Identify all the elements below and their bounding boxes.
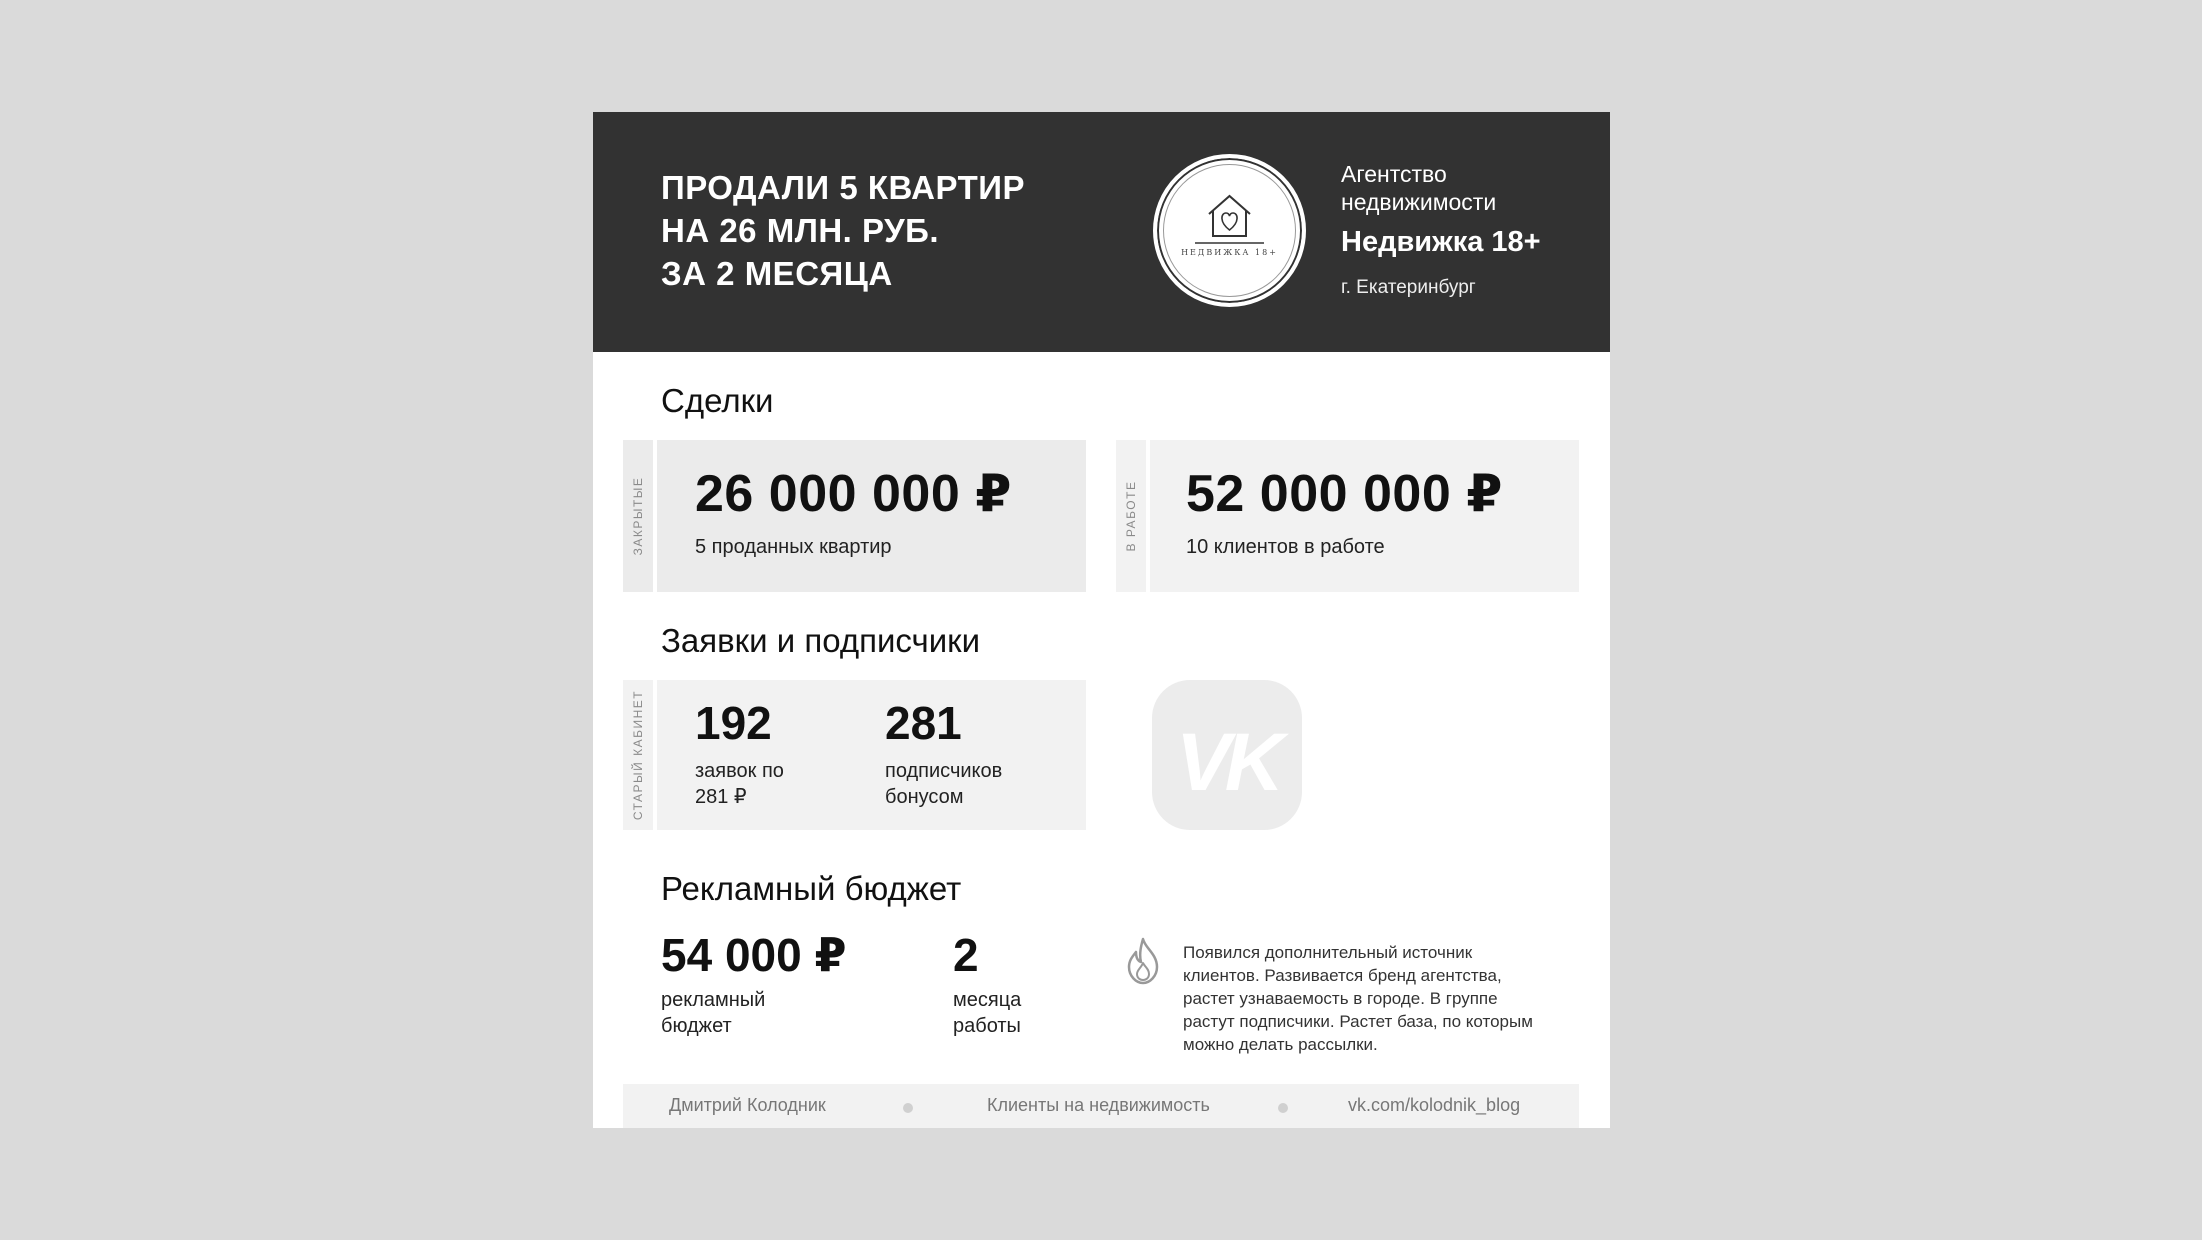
closed-tab-label: ЗАКРЫТЫЕ [631, 476, 645, 556]
subscribers-value: 281 [885, 697, 962, 749]
budget-title: Рекламный бюджет [661, 870, 962, 907]
footer-separator-dot [903, 1103, 913, 1113]
requests-caption-line: заявок по [695, 760, 784, 782]
headline-line: НА 26 МЛН. РУБ. [661, 212, 940, 249]
vk-logo-text: VK [1176, 717, 1278, 808]
house-heart-icon [1157, 158, 1302, 303]
agency-logo [1153, 154, 1306, 307]
closed-deals-box [657, 440, 1086, 592]
in-work-tab-label: В РАБОТЕ [1124, 480, 1138, 552]
leads-title: Заявки и подписчики [661, 622, 981, 659]
old-cabinet-tab [623, 680, 653, 830]
agency-type: Агентство недвижимости [1341, 161, 1497, 215]
footer-topic: Клиенты на недвижимость [987, 1095, 1210, 1115]
subscribers-caption-line: подписчиков [885, 760, 1003, 782]
in-work-tab [1116, 440, 1146, 592]
months-caption [953, 987, 1021, 1039]
months-caption-line: работы [953, 1015, 1021, 1037]
requests-value: 192 [695, 697, 772, 749]
deals-title: Сделки [661, 382, 774, 419]
fire-icon [1121, 936, 1165, 986]
logo-text: НЕДВИЖКА 18+ [1181, 248, 1278, 257]
leads-box [657, 680, 1086, 830]
in-work-amount: 52 000 000 ₽ [1186, 465, 1503, 523]
months-value: 2 [953, 929, 979, 981]
budget-caption-line: бюджет [661, 1015, 732, 1037]
closed-tab [623, 440, 653, 592]
old-cabinet-tab-label: СТАРЫЙ КАБИНЕТ [631, 689, 645, 821]
budget-note: Появился дополнительный источник клиентов. Развивается бренд агентства, растет узнаваемость в городе. В группе растут подписчики. Растет база, по которым можно делать рассылки. [1183, 943, 1533, 1054]
case-card [593, 112, 1610, 1128]
requests-caption [695, 758, 784, 810]
budget-amount: 54 000 ₽ [661, 929, 847, 981]
in-work-deals-box [1150, 440, 1579, 592]
footer-separator-dot [1278, 1103, 1288, 1113]
footer-author: Дмитрий Колодник [669, 1095, 826, 1115]
header [593, 112, 1610, 352]
headline [661, 166, 1025, 295]
in-work-caption: 10 клиентов в работе [1186, 536, 1385, 558]
closed-deals-amount: 26 000 000 ₽ [695, 465, 1012, 523]
subscribers-caption [885, 758, 1002, 810]
agency-name: Недвижка 18+ [1341, 226, 1541, 258]
months-caption-line: месяца [953, 989, 1022, 1011]
budget-amount-caption [661, 987, 765, 1039]
footer-link[interactable]: vk.com/kolodnik_blog [1348, 1095, 1521, 1115]
subscribers-caption-line: бонусом [885, 786, 964, 808]
budget-caption-line: рекламный [661, 989, 766, 1011]
closed-deals-caption: 5 проданных квартир [695, 536, 892, 558]
vk-logo-icon [1152, 680, 1302, 830]
headline-line: ПРОДАЛИ 5 КВАРТИР [661, 169, 1025, 206]
agency-city: г. Екатеринбург [1341, 277, 1476, 298]
headline-line: ЗА 2 МЕСЯЦА [661, 255, 893, 292]
footer [623, 1084, 1579, 1128]
requests-caption-line: 281 ₽ [695, 786, 747, 808]
